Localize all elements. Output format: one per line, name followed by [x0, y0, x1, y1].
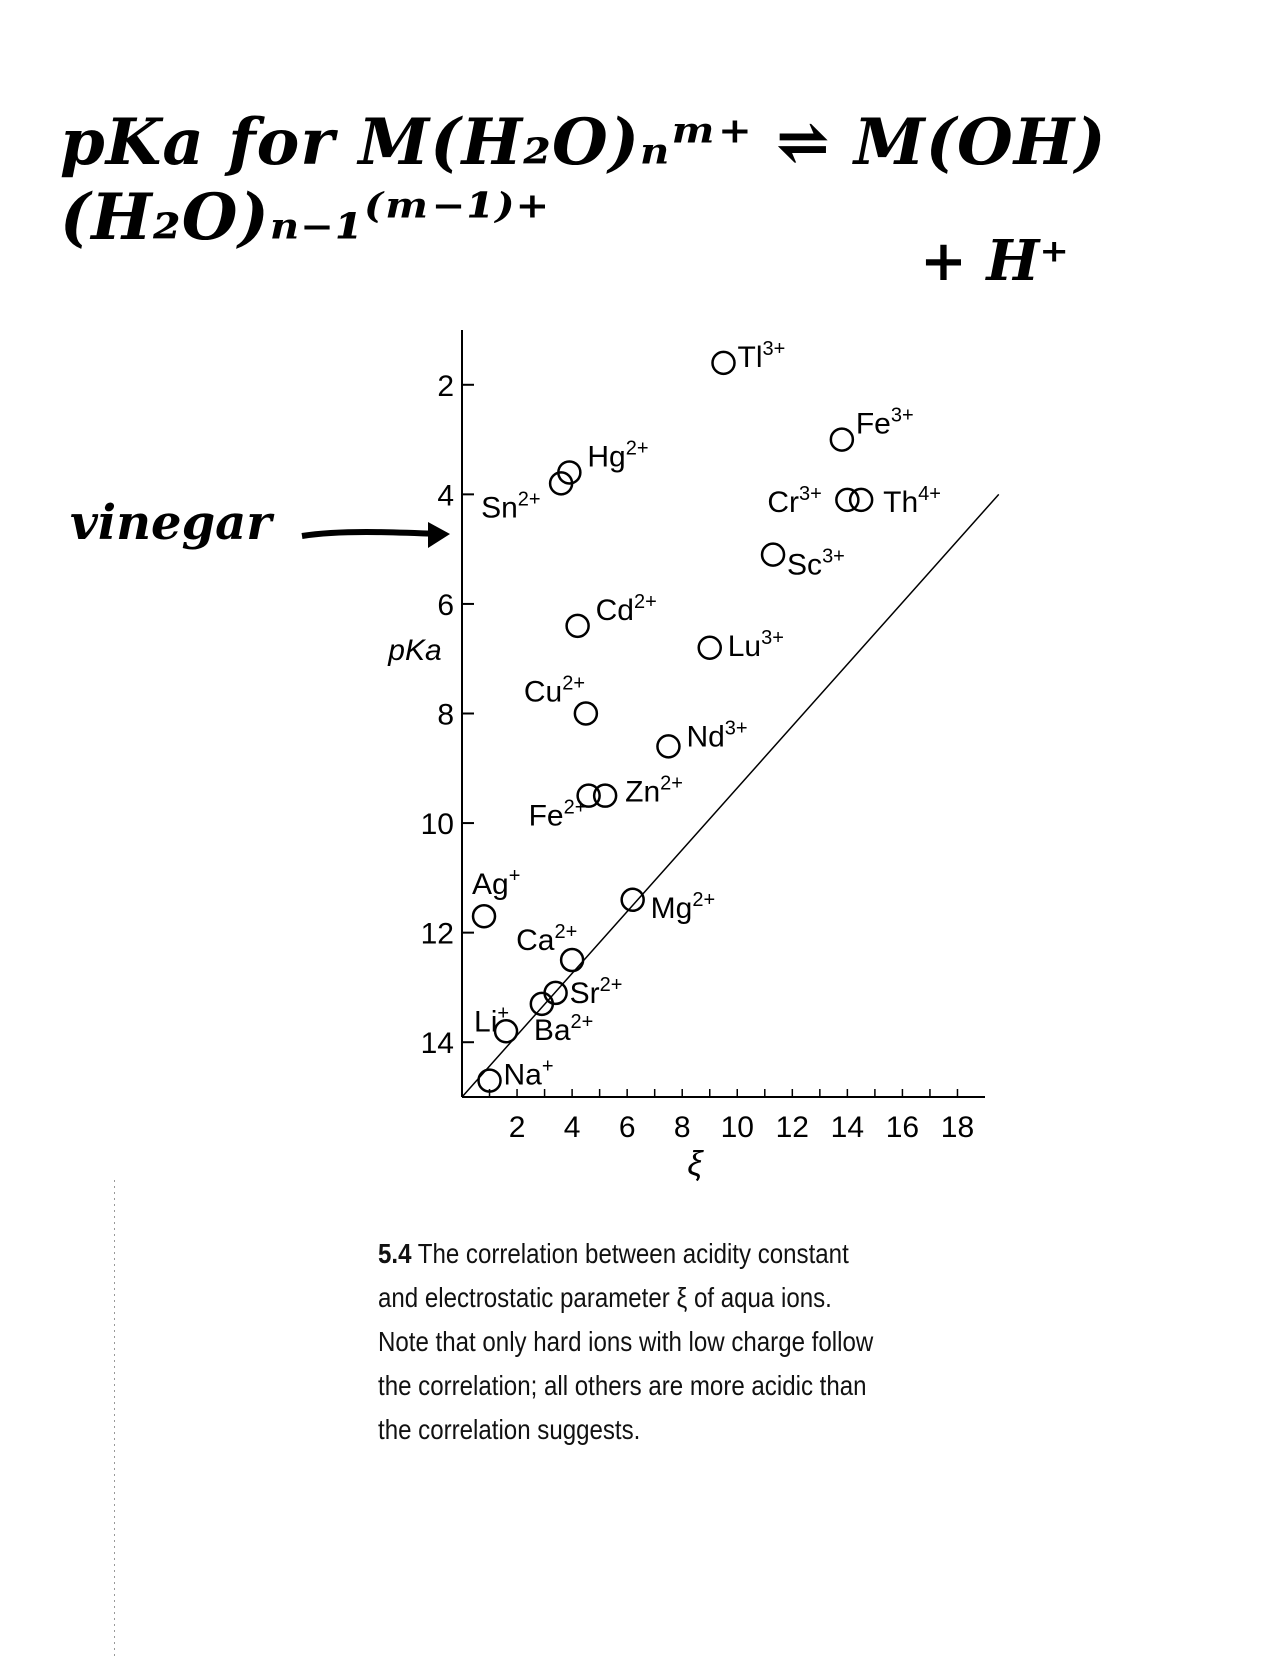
x-tick-label: 8 — [673, 1111, 691, 1144]
point-nd-marker — [657, 735, 679, 757]
point-ba-marker — [531, 993, 553, 1015]
point-label-ag: Ag+ — [472, 865, 521, 902]
x-tick-label: 18 — [940, 1111, 975, 1144]
point-label-na: Na+ — [503, 1055, 554, 1092]
point-cu-marker — [575, 703, 597, 725]
x-tick-label: 2 — [508, 1111, 526, 1144]
handwritten-vinegar-note: vinegar — [70, 495, 272, 551]
point-label-th: $Th^{4+}$ — [883, 482, 941, 519]
x-tick-label: 12 — [775, 1111, 810, 1144]
figure-number: 5.4 — [378, 1238, 412, 1269]
x-axis-label: ξ — [687, 1145, 703, 1183]
point-label-mg: $Mg^{2+}$ — [650, 888, 716, 925]
point-labels — [472, 338, 941, 1092]
point-label-tl: $Tl^{3+}$ — [737, 337, 786, 374]
y-tick-label: 14 — [420, 1027, 454, 1061]
y-axis-label: pKa — [388, 634, 442, 667]
correlation-fit-line — [462, 494, 999, 1097]
point-label-cd: $Cd^{2+}$ — [595, 590, 657, 627]
handwritten-equation-continuation: + H⁺ — [920, 228, 1069, 294]
x-tick-label: 10 — [720, 1111, 754, 1144]
y-tick-label: 8 — [437, 698, 454, 732]
x-tick-label: 4 — [563, 1111, 581, 1144]
point-label-ca: $Ca^{2+}$ — [516, 921, 578, 958]
point-mg-marker — [622, 889, 644, 911]
point-tl-marker — [713, 352, 735, 374]
point-fe-marker — [831, 429, 853, 451]
point-label-fe: $Fe^{2+}$ — [528, 796, 587, 833]
handwritten-equation: pKa for M(H₂O)ₙᵐ⁺ ⇌ M(OH)(H₂O)ₙ₋₁⁽ᵐ⁻¹⁾⁺ — [60, 105, 1107, 255]
correlation-line — [462, 494, 999, 1097]
point-label-cr: $Cr^{3+}$ — [767, 482, 822, 519]
point-cd-marker — [567, 615, 589, 637]
point-label-nd: $Nd^{3+}$ — [686, 717, 748, 754]
x-tick-label: 6 — [618, 1111, 636, 1144]
point-label-li: Li+ — [474, 1002, 510, 1039]
data-points — [473, 352, 872, 1092]
y-tick-label: 12 — [420, 917, 454, 951]
point-na-marker — [479, 1070, 501, 1092]
point-label-zn: $Zn^{2+}$ — [625, 772, 683, 809]
caption-text: The correlation between acidity constant and electrostatic parameter ξ of aqua ions. Note that only hard ions with low charge follow the correlation; all others are more acidic than the correlation suggests. — [378, 1238, 874, 1445]
point-label-hg: $Hg^{2+}$ — [587, 437, 649, 474]
y-tick-label: 4 — [437, 479, 454, 513]
x-tick-label: 14 — [830, 1111, 865, 1144]
point-zn-marker — [594, 785, 616, 807]
point-label-ba: $Ba^{2+}$ — [533, 1010, 594, 1047]
x-tick-label: 16 — [885, 1111, 920, 1144]
scan-margin-mark — [114, 1180, 115, 1656]
point-label-cu: $Cu^{2+}$ — [523, 672, 586, 709]
point-label-sn: $Sn^{2+}$ — [481, 488, 541, 525]
point-label-lu: $Lu^{3+}$ — [727, 626, 784, 663]
point-label-sr: $Sr^{2+}$ — [569, 973, 623, 1010]
y-tick-label: 2 — [437, 369, 454, 403]
point-label-fe: $Fe^{3+}$ — [855, 404, 914, 441]
point-ca-marker — [561, 949, 583, 971]
point-th-marker — [850, 489, 872, 511]
point-ag-marker — [473, 905, 495, 927]
point-label-sc: $Sc^{3+}$ — [787, 545, 845, 582]
y-tick-label: 6 — [437, 588, 454, 622]
figure-caption — [378, 1232, 877, 1452]
point-sc-marker — [762, 544, 784, 566]
y-tick-label: 10 — [420, 808, 454, 842]
point-lu-marker — [699, 637, 721, 659]
